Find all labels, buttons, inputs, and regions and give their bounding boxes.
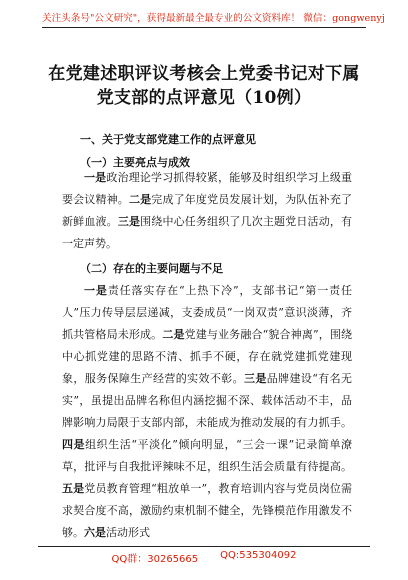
item-number: 二是	[128, 193, 152, 206]
item-text: 组织生活“平淡化”倾向明显，“三会一课”记录简单潦草，批评与自我批评辣味不足，组织生活会质量有待提高。	[62, 438, 353, 473]
item-text: 完成了年度党员发展计划，为队伍补充了新鲜血液。	[62, 193, 353, 228]
qq-group-number: QQ群：30265665	[111, 554, 199, 565]
item-number: 二是	[162, 328, 185, 341]
item-text: 活动形式	[106, 526, 150, 539]
section-heading: 一、关于党支部党建工作的点评意见	[80, 133, 256, 146]
item-number: 一是	[84, 171, 107, 184]
item-number: 五是	[62, 482, 85, 495]
qq-number: QQ:535304092	[220, 550, 297, 561]
item-number: 三是	[117, 215, 141, 228]
item-text: 党员教育管理“粗放单一”，教育培训内容与党员岗位需求契合度不高，激励约束机制不健全，先锋模范作用激发不够。	[62, 482, 353, 539]
item-number: 三是	[244, 372, 267, 385]
item-text: 品牌建设“有名无实”，虽提出品牌名称但内涵挖掘不深、载体活动不丰，品牌影响力局限于支部内部，未能成为推动发展的有力抓手。	[62, 372, 352, 429]
header-text: 关注头条号"公文研究"，获得最新最全最专业的公文资料库！ 微信：gongwenyj	[42, 13, 385, 24]
paragraph-highlights	[62, 167, 352, 255]
item-text: 责任落实存在“上热下冷”，支部书记“第一责任人”压力传导层层递减，支委成员“一岗双责”意识淡薄，齐抓共管格局未形成。	[62, 284, 352, 341]
page-footer	[38, 546, 370, 565]
item-number: 六是	[84, 526, 106, 539]
item-text: 政治理论学习抓得较紧，能够及时组织学习上级重要会议精神。	[62, 171, 353, 206]
item-text: 围绕中心任务组织了几次主题党日活动，有一定声势。	[62, 215, 353, 250]
document-title: 在党建述职评议考核会上党委书记对下属党支部的点评意见（10例）	[48, 64, 360, 108]
subsection-heading-problems: （二）存在的主要问题与不足	[80, 262, 223, 275]
item-number: 四是	[62, 438, 86, 451]
subsection-heading-highlights: （一）主要亮点与成效	[80, 156, 190, 169]
page-header	[42, 10, 385, 28]
paragraph-problems	[62, 280, 352, 544]
item-text: 党建与业务融合“貌合神离”，围绕中心抓党建的思路不清、抓手不硬，存在就党建抓党建现象，服务保障生产经营的实效不彰。	[62, 328, 353, 385]
item-number: 一是	[84, 284, 108, 297]
